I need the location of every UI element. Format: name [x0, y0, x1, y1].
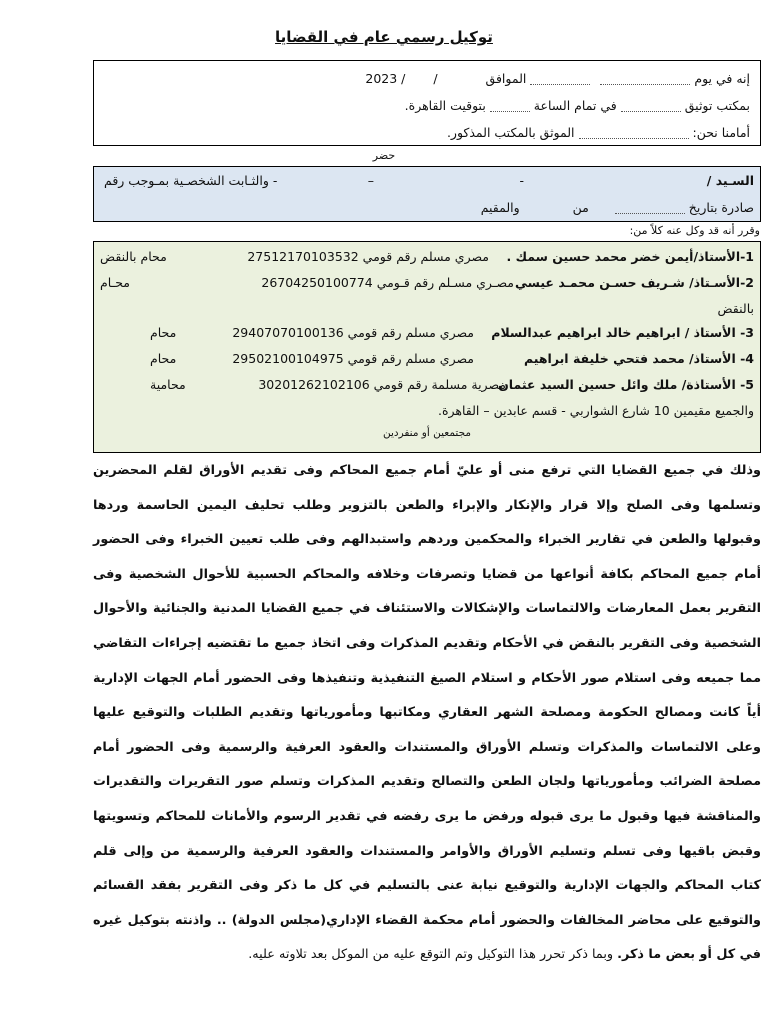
- lawyer-title: محام بالنقض: [100, 249, 167, 264]
- before-us-label: أمامنا نحن:: [692, 125, 750, 140]
- principal-line-2: [100, 194, 754, 221]
- dash-1: -: [519, 173, 524, 188]
- resident-label: والمقيم: [480, 200, 520, 215]
- power-of-attorney-body: [93, 454, 761, 973]
- notary-label: الموثق بالمكتب المذكور.: [446, 125, 575, 140]
- lawyer-name: 4- الأستاذ/ محمد فتحي خليفة ابراهيم: [523, 351, 754, 366]
- lawyer-row: [100, 270, 754, 320]
- header-box: [93, 60, 761, 146]
- lawyer-name: 5- الأستاذة/ ملك وائل حسين السيد عثمان: [498, 377, 754, 392]
- header-line-3: [104, 119, 750, 146]
- lawyer-row: [100, 372, 754, 398]
- lawyer-title: محام: [150, 351, 177, 366]
- mr-label: السـيد /: [706, 173, 754, 188]
- header-line-2: [104, 92, 750, 119]
- office-label: بمكتب توثيق: [684, 98, 750, 113]
- header-line-1: [104, 65, 750, 92]
- lawyers-box: [93, 241, 761, 453]
- lawyer-info: مصري مسلم رقم قومي 29502100104975: [232, 351, 474, 366]
- corresponding-label: الموافق: [485, 71, 527, 86]
- lawyer-row: [100, 320, 754, 346]
- date-year: / 2023: [365, 71, 406, 86]
- id-text: - والثـابت الشخصـية بمـوجب رقم: [104, 173, 278, 188]
- day-blank: [600, 74, 690, 85]
- lawyer-name: 3- الأستاذ / ابراهيم خالد ابراهيم عبدالسلام: [491, 325, 754, 340]
- closing-sentence: وبما ذكر تحرر هذا التوكيل وتم التوقع عليه من الموكل بعد تلاوته عليه.: [248, 947, 618, 963]
- hour-blank: [490, 101, 530, 112]
- notary-blank: [579, 128, 689, 139]
- lawyer-row: [100, 244, 754, 270]
- date-blank: [530, 74, 590, 85]
- cairo-time-label: بتوقيت القاهرة.: [404, 98, 486, 113]
- delegate-intro: وقرر أنه قد وكل عنه كلاً من:: [629, 224, 760, 237]
- from-label: من: [572, 200, 589, 215]
- attended-label: حضر: [372, 149, 396, 162]
- lawyer-title-cont: بالنقض: [717, 301, 754, 316]
- lawyer-row: [100, 346, 754, 372]
- jointly-label: مجتمعين أو منفردين: [382, 427, 472, 439]
- lawyer-title: محام: [150, 325, 177, 340]
- office-blank: [621, 101, 681, 112]
- dash-2: –: [367, 173, 374, 188]
- lawyer-name: 1-الأستاذ/أيمن خضر محمد حسين سمك .: [506, 249, 754, 264]
- residence-line: والجميع مقيمين 10 شارع الشواربي - قسم عابدين – القاهرة.: [437, 403, 754, 418]
- lawyer-info: مصرية مسلمة رقم قومي 30201262102106: [258, 377, 506, 392]
- lawyer-info: مصـري مسـلم رقم قـومي 26704250100774: [261, 275, 514, 290]
- principal-box: [93, 166, 761, 222]
- lawyer-info: مصري مسلم رقم قومي 27512170103532: [247, 249, 489, 264]
- issued-blank: [615, 203, 685, 214]
- lawyer-title: محامية: [150, 377, 186, 392]
- lawyer-title: محـام: [100, 275, 130, 290]
- hour-label: في تمام الساعة: [533, 98, 617, 113]
- lawyer-name: 2-الأسـتاذ/ شـريف حسـن محمـد عيسي: [514, 275, 754, 290]
- body-paragraph: وذلك في جميع القضايا التي ترفع منى أو عليّ أمام جميع المحاكم وفى تقديم الأوراق لقلم المحضرين وتسلمها وفى الصلح وإلا قرار والإنكار والإبراء والطعن بالتزوير وطلب تحليف اليمين الحاسمة وردها وقبولها والطعن في تقارير الخبراء والمحكمين وردهم واستبدالهم وفى طلب تعيين الخبراء وفى الحضور أمام جميع المحاكم بكافة أنواعها من قضايا وتصرفات وخلافه والمحاكم الحسبية للأحوال الشخصية وفى التقرير بعمل المعارضات والالتماسات والإشكالات والاستئناف في جميع القضايا المدنية والجنائية والأحوال الشخصية وفى التقرير بالنقض في الأحكام وتقديم المذكرات وفى اتخاذ جميع ما تقتضيه إجراءات التقاضي مما جميعه وفى استلام صور الأحكام و استلام الصيغ التنفيذية وتنفيذها وفى الحضور أمام الجهات الإدارية أياً كانت ومصالح الحكومة ومصلحة الشهر العقاري ومكاتبها ومأمورياتها وتقديم الطلبات والتوقيع عليها وعلى الالتماسات والمذكرات وتسلم الأوراق والمستندات والعقود العرفية والرسمية وفى الحضور أمام مصلحة الضرائب ومأمورياتها ولجان الطعن والتصالح وتقديم المذكرات وتسلم صور التقريرات والتقديرات والمناقشة فيها وقبول ما يرى قبوله ورفض ما يرى رفضه في تقدير الرسوم والأمانات للمحاكم وتسويتها وقبض باقيها وفى تسلم وتسليم الأوراق والأوامر والمستندات والعقود العرفية والرسمية من وإلى قلم كتاب المحاكم والجهات الإدارية والتوقيع نيابة عنى بالتسليم في كل ما ذكر وفى التقرير بفقد القسائم والتوقيع على محاضر المخالفات والحضور أمام محكمة القضاء الإداري(مجلس الدولة) .. واذنته بتوكيل غيره في كل أو بعض ما ذكر.: [93, 463, 761, 963]
- date-slash: /: [433, 71, 438, 86]
- document-title: توكيل رسمي عام في القضايا: [275, 28, 493, 46]
- principal-line-1: [100, 167, 754, 194]
- issued-label: صادرة بتاريخ: [688, 200, 754, 215]
- day-label: إنه في يوم: [694, 71, 750, 86]
- lawyer-info: مصري مسلم رقم قومي 29407070100136: [232, 325, 474, 340]
